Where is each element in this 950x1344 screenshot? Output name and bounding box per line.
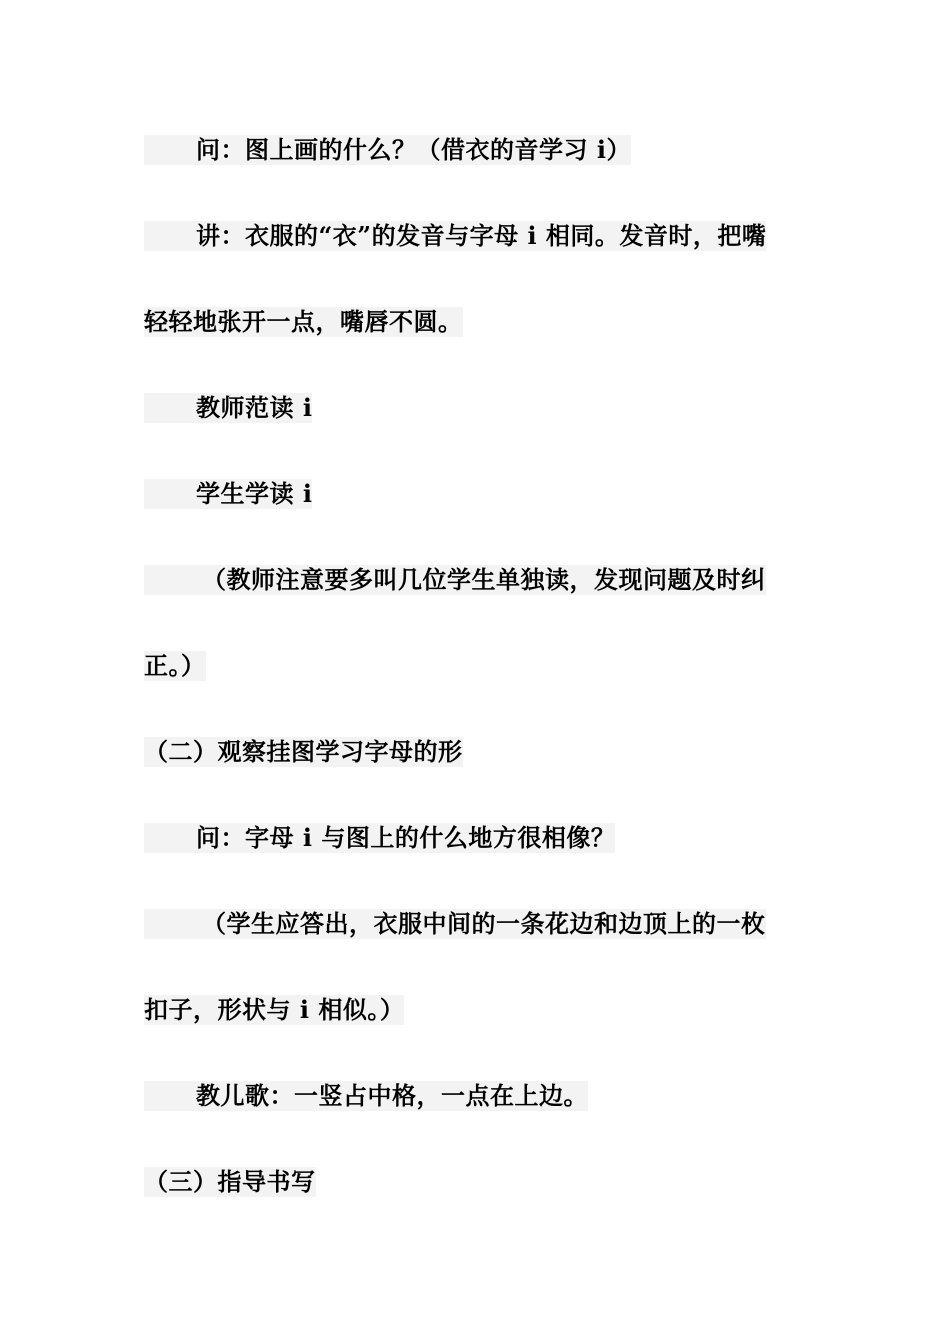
- section-heading-3: （三）指导书写: [144, 1167, 316, 1196]
- rhyme-line: 教儿歌：一竖占中格，一点在上边。: [144, 1081, 588, 1111]
- teacher-demo-line: 教师范读 i: [144, 393, 312, 423]
- explain-line-2: 轻轻地张开一点，嘴唇不圆。: [144, 307, 463, 336]
- answer-line-2: 扣子，形状与 i 相似。）: [144, 995, 405, 1024]
- answer-line-1: （学生应答出，衣服中间的一条花边和边顶上的一枚: [144, 909, 766, 939]
- teacher-note-line-1: （教师注意要多叫几位学生单独读，发现问题及时纠: [144, 565, 766, 595]
- teacher-note-line-2: 正。）: [144, 651, 206, 680]
- question-line-1: 问：图上画的什么？（借衣的音学习 i）: [144, 135, 631, 165]
- student-read-line: 学生学读 i: [144, 479, 312, 509]
- explain-line-1: 讲：衣服的“衣”的发音与字母 i 相同。发音时，把嘴: [144, 221, 766, 251]
- section-heading-2: （二）观察挂图学习字母的形: [144, 737, 463, 766]
- question-line-2: 问：字母 i 与图上的什么地方很相像？: [144, 823, 615, 853]
